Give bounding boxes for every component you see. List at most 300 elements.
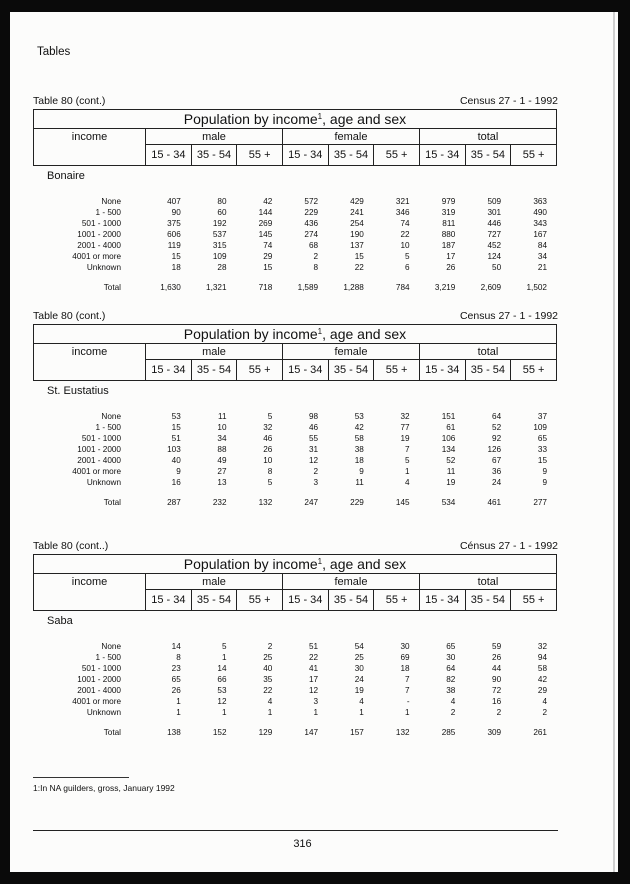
table-body (33, 641, 557, 738)
age-header: 55 + (511, 145, 557, 166)
age-header: 55 + (237, 145, 283, 166)
cell-value: 52 (446, 456, 456, 465)
cell-value: 12 (308, 456, 319, 465)
cell-value: 5 (405, 252, 410, 261)
cell-value: 22 (263, 686, 273, 695)
census-date: Census 27 - 1 - 1992 (459, 310, 558, 322)
cell-value: 119 (167, 241, 181, 250)
cell-value: 24 (492, 478, 502, 487)
cell-value: 9 (359, 467, 364, 476)
cell-value: 9 (542, 478, 547, 487)
cell-value: 92 (492, 434, 502, 443)
cell-value: 429 (350, 197, 364, 206)
cell-value: 60 (217, 208, 227, 217)
age-header: 35 - 54 (465, 360, 511, 381)
cell-value: 40 (171, 456, 181, 465)
cell-value: 32 (537, 642, 547, 651)
table-title: Population by income$^1$, age and sex (34, 325, 557, 344)
cell-value: 82 (446, 675, 456, 684)
income-bracket-label: Unknown (86, 708, 121, 717)
cell-value: 69 (400, 653, 410, 662)
cell-value: 25 (263, 653, 273, 662)
cell-value: 229 (350, 498, 364, 507)
cell-value: 979 (441, 197, 456, 206)
cell-value: 58 (354, 434, 364, 443)
cell-value: 34 (217, 434, 227, 443)
cell-value: 51 (308, 642, 319, 651)
cell-value: 1,321 (206, 283, 227, 292)
cell-value: 436 (304, 219, 319, 228)
table-body (33, 411, 557, 508)
cell-value: 18 (171, 263, 181, 272)
table-body (33, 196, 557, 293)
total-row (33, 727, 557, 738)
cell-value: 11 (446, 467, 456, 476)
cell-value: 34 (537, 252, 547, 261)
cell-value: 301 (487, 208, 502, 217)
cell-value: 537 (212, 230, 227, 239)
income-bracket-label: Unknown (86, 478, 121, 487)
cell-value: 126 (487, 445, 502, 454)
cell-value: 46 (308, 423, 319, 432)
cell-value: 2,609 (480, 283, 502, 292)
cell-value: 132 (258, 498, 273, 507)
spacer-row (33, 718, 557, 727)
age-header: 35 - 54 (328, 145, 374, 166)
page-number: 316 (293, 838, 312, 850)
census-date: Cénsus 27 - 1 - 1992 (459, 540, 558, 552)
table-row (33, 707, 557, 718)
income-bracket-label: 2001 - 4000 (77, 241, 121, 250)
cell-value: 229 (304, 208, 319, 217)
cell-value: 26 (446, 263, 456, 272)
cell-value: 129 (258, 728, 273, 737)
income-bracket-label: None (101, 412, 121, 421)
footnote: 1:In NA guilders, gross, January 1992 (33, 783, 175, 793)
income-bracket-label: 1001 - 2000 (77, 675, 121, 684)
cell-value: 10 (400, 241, 410, 250)
cell-value: 80 (217, 197, 227, 206)
cell-value: 54 (354, 642, 364, 651)
cell-value: 3,219 (434, 283, 456, 292)
cell-value: 17 (308, 675, 319, 684)
cell-value: 5 (267, 478, 273, 487)
cell-value: 32 (263, 423, 273, 432)
table-row (33, 652, 557, 663)
group-header-total: total (419, 344, 556, 360)
table-block-bonaire (33, 95, 558, 293)
cell-value: 490 (533, 208, 547, 217)
cell-value: 53 (217, 686, 227, 695)
income-bracket-label: Unknown (86, 263, 121, 272)
cell-value: 2 (313, 467, 319, 476)
age-header: 15 - 34 (419, 360, 465, 381)
income-bracket-label: 4001 or more (72, 697, 121, 706)
cell-value: 151 (441, 412, 456, 421)
cell-value: 42 (263, 197, 273, 206)
age-header: 55 + (237, 590, 283, 611)
cell-value: 109 (533, 423, 547, 432)
cell-value: 65 (537, 434, 547, 443)
cell-value: 4 (405, 478, 410, 487)
income-column-header: income (34, 129, 146, 166)
table-block-st-eustatius (33, 310, 558, 508)
cell-value: 8 (267, 467, 273, 476)
income-bracket-label: None (101, 642, 121, 651)
cell-value: 64 (446, 664, 456, 673)
cell-value: 606 (167, 230, 181, 239)
cell-value: 9 (176, 467, 181, 476)
cell-value: 2 (313, 252, 319, 261)
cell-value: 187 (441, 241, 456, 250)
cell-value: 19 (400, 434, 410, 443)
cell-value: 811 (442, 219, 456, 228)
cell-value: 1 (313, 708, 319, 717)
cell-value: 2 (450, 708, 456, 717)
group-header-male: male (146, 574, 283, 590)
cell-value: 32 (400, 412, 410, 421)
cell-value: 167 (533, 230, 547, 239)
table-row (33, 422, 557, 433)
age-header: 15 - 34 (146, 590, 192, 611)
table-header (33, 324, 557, 381)
table-row (33, 196, 557, 207)
cell-value: 452 (487, 241, 502, 250)
cell-value: 12 (217, 697, 227, 706)
table-caption (33, 310, 558, 324)
cell-value: 50 (492, 263, 502, 272)
cell-value: 254 (350, 219, 364, 228)
cell-value: 1,630 (160, 283, 181, 292)
cell-value: 90 (171, 208, 181, 217)
age-header: 15 - 34 (282, 590, 328, 611)
income-bracket-label: None (101, 197, 121, 206)
age-header: 55 + (511, 590, 557, 611)
cell-value: 94 (537, 653, 547, 662)
table-row (33, 641, 557, 652)
cell-value: 31 (308, 445, 319, 454)
cell-value: 30 (354, 664, 364, 673)
cell-value: 157 (350, 728, 364, 737)
cell-value: 11 (218, 412, 227, 421)
cell-value: 55 (308, 434, 319, 443)
cell-value: 42 (354, 423, 364, 432)
cell-value: 1 (221, 653, 227, 662)
spacer (33, 718, 557, 727)
table-header (33, 109, 557, 166)
cell-value: 13 (217, 478, 227, 487)
cell-value: 67 (492, 456, 502, 465)
cell-value: 144 (258, 208, 273, 217)
cell-value: 15 (537, 456, 547, 465)
cell-value: 2 (496, 708, 502, 717)
cell-value: 461 (487, 498, 502, 507)
table-caption (33, 95, 558, 109)
cell-value: 446 (487, 219, 502, 228)
cell-value: 346 (395, 208, 410, 217)
cell-value: 16 (171, 478, 181, 487)
income-column-header: income (34, 574, 146, 611)
cell-value: 2 (542, 708, 547, 717)
cell-value: 343 (533, 219, 547, 228)
age-header: 15 - 34 (419, 590, 465, 611)
table-title: Population by income$^1$, age and sex (34, 110, 557, 129)
table-row (33, 411, 557, 422)
cell-value: 7 (405, 445, 410, 454)
table-row (33, 663, 557, 674)
cell-value: 7 (405, 675, 410, 684)
age-header: 15 - 34 (419, 145, 465, 166)
income-bracket-label: 4001 or more (72, 467, 121, 476)
cell-value: 61 (446, 423, 456, 432)
cell-value: 109 (212, 252, 227, 261)
cell-value: 1 (267, 708, 273, 717)
cell-value: 147 (304, 728, 319, 737)
cell-value: 124 (487, 252, 502, 261)
cell-value: 319 (441, 208, 456, 217)
cell-value: 534 (441, 498, 456, 507)
cell-value: 274 (304, 230, 319, 239)
cell-value: 22 (400, 230, 410, 239)
cell-value: 9 (542, 467, 547, 476)
cell-value: 261 (533, 728, 547, 737)
cell-value: 15 (171, 252, 181, 261)
group-header-female: female (282, 129, 419, 145)
table-row (33, 696, 557, 707)
cell-value: 15 (263, 263, 273, 272)
age-header: 55 + (374, 360, 420, 381)
cell-value: 7 (405, 686, 410, 695)
cell-value: 19 (354, 686, 364, 695)
table-row (33, 207, 557, 218)
cell-value: 36 (492, 467, 502, 476)
cell-value: 15 (171, 423, 181, 432)
income-bracket-label: 501 - 1000 (81, 434, 121, 443)
age-header: 35 - 54 (465, 145, 511, 166)
cell-value: 309 (487, 728, 502, 737)
table-caption (33, 540, 558, 554)
cell-value: 190 (350, 230, 364, 239)
cell-value: 27 (217, 467, 227, 476)
group-header-total: total (419, 129, 556, 145)
cell-value: 8 (313, 263, 319, 272)
cell-value: 35 (263, 675, 273, 684)
cell-value: 315 (212, 241, 227, 250)
cell-value: 10 (263, 456, 273, 465)
cell-value: 134 (441, 445, 456, 454)
cell-value: 26 (171, 686, 181, 695)
footnote-rule (33, 777, 129, 778)
table-row (33, 444, 557, 455)
cell-value: 72 (492, 686, 502, 695)
cell-value: 1,288 (343, 283, 364, 292)
income-bracket-label: 1 - 500 (95, 423, 121, 432)
cell-value: 59 (492, 642, 502, 651)
cell-value: 21 (537, 263, 547, 272)
income-bracket-label: 2001 - 4000 (77, 456, 121, 465)
cell-value: 5 (405, 456, 410, 465)
age-header: 35 - 54 (191, 590, 237, 611)
table-block-saba (33, 540, 558, 738)
cell-value: 3 (313, 697, 319, 706)
table-row (33, 262, 557, 273)
income-bracket-label: 1 - 500 (95, 653, 121, 662)
cell-value: 11 (355, 478, 364, 487)
cell-value: 77 (400, 423, 410, 432)
income-column-header: income (34, 344, 146, 381)
table-row (33, 240, 557, 251)
group-header-total: total (419, 574, 556, 590)
cell-value: 46 (263, 434, 273, 443)
table-header (33, 554, 557, 611)
age-header: 15 - 34 (146, 145, 192, 166)
cell-value: 1 (176, 697, 181, 706)
cell-value: 17 (446, 252, 456, 261)
cell-value: 53 (171, 412, 181, 421)
income-bracket-label: 2001 - 4000 (77, 686, 121, 695)
age-header: 35 - 54 (328, 360, 374, 381)
cell-value: 74 (263, 241, 273, 250)
cell-value: 718 (258, 283, 273, 292)
cell-value: 103 (167, 445, 181, 454)
cell-value: 232 (212, 498, 227, 507)
cell-value: 38 (354, 445, 364, 454)
cell-value: 137 (350, 241, 364, 250)
cell-value: 4 (359, 697, 364, 706)
cell-value: 25 (354, 653, 364, 662)
cell-value: 509 (487, 197, 502, 206)
cell-value: 16 (492, 697, 502, 706)
cell-value: 5 (221, 642, 227, 651)
page-edge (613, 12, 615, 872)
age-header: 15 - 34 (282, 145, 328, 166)
cell-value: 51 (171, 434, 181, 443)
cell-value: 241 (350, 208, 364, 217)
cell-value: 4 (542, 697, 547, 706)
cell-value: 1 (405, 708, 410, 717)
region-label: Saba (47, 615, 73, 627)
cell-value: 8 (176, 653, 181, 662)
cell-value: 10 (217, 423, 227, 432)
income-bracket-label: Total (103, 728, 121, 737)
cell-value: 145 (258, 230, 273, 239)
table-row (33, 229, 557, 240)
cell-value: 285 (441, 728, 456, 737)
cell-value: 84 (537, 241, 547, 250)
cell-value: 375 (167, 219, 181, 228)
age-header: 35 - 54 (191, 360, 237, 381)
income-bracket-label: 1001 - 2000 (77, 445, 121, 454)
cell-value: 145 (395, 498, 410, 507)
cell-value: 407 (167, 197, 181, 206)
table-number: Table 80 (cont.) (33, 95, 106, 107)
cell-value: 321 (395, 197, 410, 206)
cell-value: 1 (359, 708, 364, 717)
age-header: 55 + (374, 590, 420, 611)
cell-value: 38 (446, 686, 456, 695)
spacer (33, 273, 557, 282)
cell-value: 1,502 (526, 283, 547, 292)
cell-value: 66 (217, 675, 227, 684)
income-bracket-label: Total (103, 498, 121, 507)
cell-value: 1 (405, 467, 410, 476)
cell-value: 22 (354, 263, 364, 272)
cell-value: 2 (267, 642, 273, 651)
spacer-row (33, 273, 557, 282)
cell-value: 90 (492, 675, 502, 684)
running-head: Tables (37, 46, 71, 58)
cell-value: 30 (400, 642, 410, 651)
income-bracket-label: 4001 or more (72, 252, 121, 261)
cell-value: 28 (217, 263, 227, 272)
cell-value: 784 (395, 283, 410, 292)
spacer (33, 488, 557, 497)
cell-value: 22 (308, 653, 319, 662)
cell-value: 42 (537, 675, 547, 684)
cell-value: 14 (171, 642, 181, 651)
age-header: 55 + (374, 145, 420, 166)
income-bracket-label: 501 - 1000 (81, 219, 121, 228)
cell-value: 29 (537, 686, 547, 695)
cell-value: 65 (171, 675, 181, 684)
cell-value: 6 (405, 263, 410, 272)
document-page (10, 12, 618, 872)
age-header: 15 - 34 (282, 360, 328, 381)
cell-value: 277 (533, 498, 547, 507)
cell-value: 1,589 (297, 283, 319, 292)
cell-value: 40 (263, 664, 273, 673)
total-row (33, 282, 557, 293)
table-row (33, 674, 557, 685)
table-row (33, 477, 557, 488)
cell-value: 152 (212, 728, 227, 737)
table-row (33, 466, 557, 477)
table-row (33, 685, 557, 696)
cell-value: 74 (400, 219, 410, 228)
age-header: 55 + (511, 360, 557, 381)
bottom-rule (33, 830, 558, 831)
age-header: 35 - 54 (328, 590, 374, 611)
cell-value: 37 (537, 412, 547, 421)
cell-value: 15 (354, 252, 364, 261)
cell-value: 18 (354, 456, 364, 465)
cell-value: 41 (308, 664, 319, 673)
total-row (33, 497, 557, 508)
spacer-row (33, 488, 557, 497)
table-row (33, 251, 557, 262)
cell-value: 23 (171, 664, 181, 673)
cell-value: 192 (212, 219, 227, 228)
cell-value: 132 (395, 728, 410, 737)
cell-value: 68 (308, 241, 319, 250)
table-number: Table 80 (cont.) (33, 310, 106, 322)
income-bracket-label: Total (103, 283, 121, 292)
cell-value: 33 (537, 445, 547, 454)
cell-value: 363 (533, 197, 547, 206)
table-row (33, 455, 557, 466)
age-header: 55 + (237, 360, 283, 381)
cell-value: 88 (217, 445, 227, 454)
cell-value: 24 (354, 675, 364, 684)
cell-value: 53 (354, 412, 364, 421)
age-header: 35 - 54 (191, 145, 237, 166)
cell-value: 44 (492, 664, 502, 673)
table-number: Table 80 (cont..) (33, 540, 109, 552)
cell-value: 18 (400, 664, 410, 673)
income-bracket-label: 1 - 500 (95, 208, 121, 217)
cell-value: 30 (446, 653, 456, 662)
age-header: 15 - 34 (146, 360, 192, 381)
